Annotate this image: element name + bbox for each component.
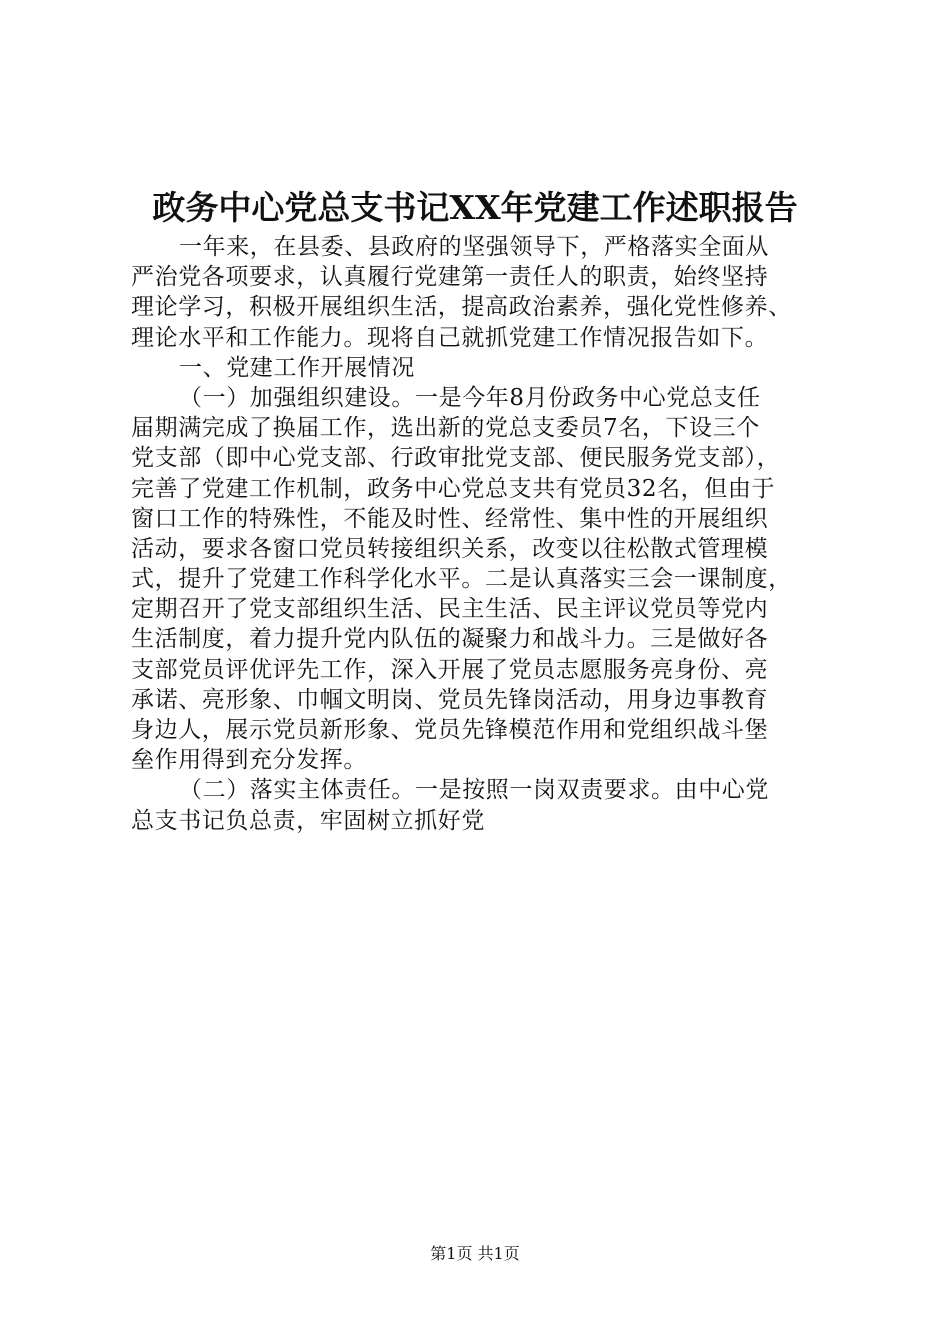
paragraph-line: 理论学习，积极开展组织生活，提高政治素养，强化党性修养、 [131,294,792,321]
paragraph-line: 完善了党建工作机制，政务中心党总支共有党员32名，但由于 [131,475,776,502]
paragraph-line: 理论水平和工作能力。现将自己就抓党建工作情况报告如下。 [131,324,769,351]
paragraph-line: 生活制度，着力提升党内队伍的凝聚力和战斗力。三是做好各 [131,626,769,653]
paragraph-line: 窗口工作的特殊性，不能及时性、经常性、集中性的开展组织 [131,505,769,532]
paragraph-line: 承诺、亮形象、巾帼文明岗、党员先锋岗活动，用身边事教育 [131,686,769,713]
paragraph-line: 党支部（即中心党支部、行政审批党支部、便民服务党支部）， [131,445,781,472]
paragraph-line: 身边人，展示党员新形象、党员先锋模范作用和党组织战斗堡 [131,717,769,743]
paragraph-line: 支部党员评优评先工作，深入开展了党员志愿服务亮身份、亮 [131,656,769,683]
paragraph-line: （二）落实主体责任。一是按照一岗双责要求。由中心党 [179,777,769,804]
paragraph-line: 活动，要求各窗口党员转接组织关系，改变以往松散式管理模 [131,535,769,562]
paragraph-line: 总支书记负总责，牢固树立抓好党 [131,807,485,834]
paragraph-line: （一）加强组织建设。一是今年8月份政务中心党总支任 [179,384,761,411]
page-footer: 第1页 共1页 [430,1244,520,1263]
paragraph-line: 严治党各项要求，认真履行党建第一责任人的职责，始终坚持 [131,264,769,291]
paragraph-line: 一年来，在县委、县政府的坚强领导下，严格落实全面从 [179,234,769,260]
paragraph-line: 届期满完成了换届工作，选出新的党总支委员7名，下设三个 [131,415,760,442]
document-title: 政务中心党总支书记XX年党建工作述职报告 [152,188,798,227]
paragraph-line: 式，提升了党建工作科学化水平。二是认真落实三会一课制度， [131,566,792,593]
document-body [131,232,831,836]
section-heading: 一、党建工作开展情况 [179,354,415,381]
paragraph-line: 垒作用得到充分发挥。 [131,747,367,774]
paragraph-line: 定期召开了党支部组织生活、民主生活、民主评议党员等党内 [131,596,769,623]
